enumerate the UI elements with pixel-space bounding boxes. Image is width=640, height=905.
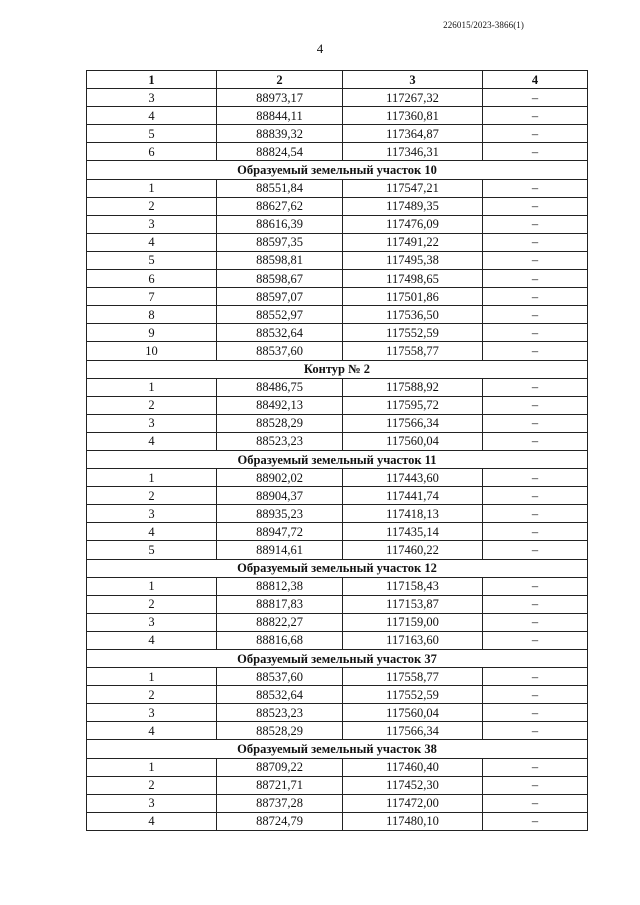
table-row bbox=[87, 215, 588, 233]
column-4-cell: – bbox=[483, 396, 588, 414]
table-row bbox=[87, 595, 588, 613]
y-coordinate-cell: 117480,10 bbox=[343, 812, 483, 830]
table-row bbox=[87, 396, 588, 414]
point-number-cell: 3 bbox=[87, 89, 217, 107]
x-coordinate-cell: 88537,60 bbox=[217, 342, 343, 360]
y-coordinate-cell: 117595,72 bbox=[343, 396, 483, 414]
x-coordinate-cell: 88902,02 bbox=[217, 469, 343, 487]
section-header-row bbox=[87, 450, 588, 468]
column-4-cell: – bbox=[483, 523, 588, 541]
column-header: 1 bbox=[87, 71, 217, 89]
column-4-cell: – bbox=[483, 107, 588, 125]
point-number-cell: 3 bbox=[87, 704, 217, 722]
point-number-cell: 5 bbox=[87, 541, 217, 559]
point-number-cell: 4 bbox=[87, 722, 217, 740]
column-4-cell: – bbox=[483, 541, 588, 559]
y-coordinate-cell: 117552,59 bbox=[343, 324, 483, 342]
y-coordinate-cell: 117498,65 bbox=[343, 270, 483, 288]
column-header: 4 bbox=[483, 71, 588, 89]
x-coordinate-cell: 88935,23 bbox=[217, 505, 343, 523]
y-coordinate-cell: 117460,22 bbox=[343, 541, 483, 559]
section-header-row bbox=[87, 650, 588, 668]
column-4-cell: – bbox=[483, 812, 588, 830]
x-coordinate-cell: 88721,71 bbox=[217, 776, 343, 794]
x-coordinate-cell: 88523,23 bbox=[217, 432, 343, 450]
table-row bbox=[87, 251, 588, 269]
y-coordinate-cell: 117560,04 bbox=[343, 432, 483, 450]
column-4-cell: – bbox=[483, 432, 588, 450]
column-4-cell: – bbox=[483, 215, 588, 233]
table-row bbox=[87, 613, 588, 631]
section-title: Образуемый земельный участок 12 bbox=[87, 559, 588, 577]
point-number-cell: 4 bbox=[87, 233, 217, 251]
point-number-cell: 1 bbox=[87, 469, 217, 487]
x-coordinate-cell: 88597,35 bbox=[217, 233, 343, 251]
x-coordinate-cell: 88816,68 bbox=[217, 631, 343, 649]
section-title: Образуемый земельный участок 37 bbox=[87, 650, 588, 668]
point-number-cell: 5 bbox=[87, 125, 217, 143]
column-4-cell: – bbox=[483, 251, 588, 269]
x-coordinate-cell: 88737,28 bbox=[217, 794, 343, 812]
point-number-cell: 9 bbox=[87, 324, 217, 342]
section-header-row bbox=[87, 559, 588, 577]
table-row bbox=[87, 776, 588, 794]
point-number-cell: 7 bbox=[87, 288, 217, 306]
table-row bbox=[87, 758, 588, 776]
x-coordinate-cell: 88551,84 bbox=[217, 179, 343, 197]
table-row bbox=[87, 523, 588, 541]
x-coordinate-cell: 88824,54 bbox=[217, 143, 343, 161]
point-number-cell: 4 bbox=[87, 812, 217, 830]
y-coordinate-cell: 117452,30 bbox=[343, 776, 483, 794]
x-coordinate-cell: 88822,27 bbox=[217, 613, 343, 631]
x-coordinate-cell: 88598,67 bbox=[217, 270, 343, 288]
table-row bbox=[87, 197, 588, 215]
column-4-cell: – bbox=[483, 179, 588, 197]
y-coordinate-cell: 117536,50 bbox=[343, 306, 483, 324]
column-4-cell: – bbox=[483, 704, 588, 722]
table-row bbox=[87, 577, 588, 595]
column-4-cell: – bbox=[483, 342, 588, 360]
point-number-cell: 2 bbox=[87, 686, 217, 704]
x-coordinate-cell: 88523,23 bbox=[217, 704, 343, 722]
column-4-cell: – bbox=[483, 143, 588, 161]
column-4-cell: – bbox=[483, 306, 588, 324]
table-row bbox=[87, 505, 588, 523]
column-4-cell: – bbox=[483, 577, 588, 595]
y-coordinate-cell: 117441,74 bbox=[343, 487, 483, 505]
section-header-row bbox=[87, 161, 588, 179]
table-row bbox=[87, 125, 588, 143]
x-coordinate-cell: 88552,97 bbox=[217, 306, 343, 324]
table-row bbox=[87, 541, 588, 559]
table-row bbox=[87, 179, 588, 197]
y-coordinate-cell: 117153,87 bbox=[343, 595, 483, 613]
y-coordinate-cell: 117163,60 bbox=[343, 631, 483, 649]
point-number-cell: 2 bbox=[87, 595, 217, 613]
section-title: Образуемый земельный участок 10 bbox=[87, 161, 588, 179]
table-row bbox=[87, 143, 588, 161]
y-coordinate-cell: 117159,00 bbox=[343, 613, 483, 631]
point-number-cell: 5 bbox=[87, 251, 217, 269]
column-4-cell: – bbox=[483, 414, 588, 432]
column-4-cell: – bbox=[483, 722, 588, 740]
column-header: 2 bbox=[217, 71, 343, 89]
table-row bbox=[87, 288, 588, 306]
table-row bbox=[87, 722, 588, 740]
section-header-row bbox=[87, 740, 588, 758]
point-number-cell: 6 bbox=[87, 270, 217, 288]
x-coordinate-cell: 88597,07 bbox=[217, 288, 343, 306]
x-coordinate-cell: 88904,37 bbox=[217, 487, 343, 505]
column-4-cell: – bbox=[483, 324, 588, 342]
x-coordinate-cell: 88839,32 bbox=[217, 125, 343, 143]
column-4-cell: – bbox=[483, 505, 588, 523]
column-4-cell: – bbox=[483, 794, 588, 812]
x-coordinate-cell: 88973,17 bbox=[217, 89, 343, 107]
table-row bbox=[87, 306, 588, 324]
column-4-cell: – bbox=[483, 197, 588, 215]
column-header: 3 bbox=[343, 71, 483, 89]
x-coordinate-cell: 88627,62 bbox=[217, 197, 343, 215]
y-coordinate-cell: 117558,77 bbox=[343, 342, 483, 360]
point-number-cell: 1 bbox=[87, 179, 217, 197]
column-4-cell: – bbox=[483, 686, 588, 704]
y-coordinate-cell: 117418,13 bbox=[343, 505, 483, 523]
x-coordinate-cell: 88724,79 bbox=[217, 812, 343, 830]
table-row bbox=[87, 107, 588, 125]
column-4-cell: – bbox=[483, 125, 588, 143]
point-number-cell: 4 bbox=[87, 432, 217, 450]
y-coordinate-cell: 117588,92 bbox=[343, 378, 483, 396]
table-header-row bbox=[87, 71, 588, 89]
y-coordinate-cell: 117552,59 bbox=[343, 686, 483, 704]
table-row bbox=[87, 89, 588, 107]
y-coordinate-cell: 117364,87 bbox=[343, 125, 483, 143]
table-body bbox=[87, 89, 588, 831]
x-coordinate-cell: 88528,29 bbox=[217, 722, 343, 740]
y-coordinate-cell: 117501,86 bbox=[343, 288, 483, 306]
column-4-cell: – bbox=[483, 233, 588, 251]
table-row bbox=[87, 414, 588, 432]
x-coordinate-cell: 88532,64 bbox=[217, 324, 343, 342]
x-coordinate-cell: 88532,64 bbox=[217, 686, 343, 704]
point-number-cell: 4 bbox=[87, 631, 217, 649]
y-coordinate-cell: 117547,21 bbox=[343, 179, 483, 197]
point-number-cell: 3 bbox=[87, 414, 217, 432]
column-4-cell: – bbox=[483, 89, 588, 107]
table-row bbox=[87, 432, 588, 450]
point-number-cell: 2 bbox=[87, 396, 217, 414]
document-registration-number: 226015/2023-3866(1) bbox=[443, 20, 524, 30]
y-coordinate-cell: 117489,35 bbox=[343, 197, 483, 215]
point-number-cell: 4 bbox=[87, 523, 217, 541]
column-4-cell: – bbox=[483, 758, 588, 776]
point-number-cell: 8 bbox=[87, 306, 217, 324]
point-number-cell: 2 bbox=[87, 487, 217, 505]
point-number-cell: 2 bbox=[87, 197, 217, 215]
y-coordinate-cell: 117558,77 bbox=[343, 668, 483, 686]
y-coordinate-cell: 117158,43 bbox=[343, 577, 483, 595]
x-coordinate-cell: 88492,13 bbox=[217, 396, 343, 414]
y-coordinate-cell: 117560,04 bbox=[343, 704, 483, 722]
y-coordinate-cell: 117443,60 bbox=[343, 469, 483, 487]
point-number-cell: 1 bbox=[87, 577, 217, 595]
point-number-cell: 3 bbox=[87, 215, 217, 233]
column-4-cell: – bbox=[483, 288, 588, 306]
x-coordinate-cell: 88486,75 bbox=[217, 378, 343, 396]
x-coordinate-cell: 88844,11 bbox=[217, 107, 343, 125]
section-header-row bbox=[87, 360, 588, 378]
column-4-cell: – bbox=[483, 613, 588, 631]
table-row bbox=[87, 794, 588, 812]
x-coordinate-cell: 88598,81 bbox=[217, 251, 343, 269]
table-row bbox=[87, 812, 588, 830]
x-coordinate-cell: 88812,38 bbox=[217, 577, 343, 595]
point-number-cell: 3 bbox=[87, 613, 217, 631]
column-4-cell: – bbox=[483, 378, 588, 396]
table-row bbox=[87, 487, 588, 505]
y-coordinate-cell: 117360,81 bbox=[343, 107, 483, 125]
y-coordinate-cell: 117435,14 bbox=[343, 523, 483, 541]
point-number-cell: 1 bbox=[87, 668, 217, 686]
x-coordinate-cell: 88914,61 bbox=[217, 541, 343, 559]
point-number-cell: 3 bbox=[87, 505, 217, 523]
point-number-cell: 10 bbox=[87, 342, 217, 360]
x-coordinate-cell: 88528,29 bbox=[217, 414, 343, 432]
y-coordinate-cell: 117267,32 bbox=[343, 89, 483, 107]
x-coordinate-cell: 88947,72 bbox=[217, 523, 343, 541]
column-4-cell: – bbox=[483, 469, 588, 487]
y-coordinate-cell: 117472,00 bbox=[343, 794, 483, 812]
table-row bbox=[87, 668, 588, 686]
y-coordinate-cell: 117460,40 bbox=[343, 758, 483, 776]
section-title: Образуемый земельный участок 11 bbox=[87, 450, 588, 468]
point-number-cell: 1 bbox=[87, 758, 217, 776]
table-row bbox=[87, 631, 588, 649]
y-coordinate-cell: 117476,09 bbox=[343, 215, 483, 233]
point-number-cell: 3 bbox=[87, 794, 217, 812]
x-coordinate-cell: 88616,39 bbox=[217, 215, 343, 233]
table-row bbox=[87, 233, 588, 251]
coordinates-table bbox=[86, 70, 588, 831]
column-4-cell: – bbox=[483, 595, 588, 613]
y-coordinate-cell: 117495,38 bbox=[343, 251, 483, 269]
section-title: Контур № 2 bbox=[87, 360, 588, 378]
table-row bbox=[87, 342, 588, 360]
column-4-cell: – bbox=[483, 776, 588, 794]
y-coordinate-cell: 117566,34 bbox=[343, 722, 483, 740]
column-4-cell: – bbox=[483, 270, 588, 288]
table-row bbox=[87, 378, 588, 396]
table-row bbox=[87, 270, 588, 288]
table-row bbox=[87, 704, 588, 722]
x-coordinate-cell: 88709,22 bbox=[217, 758, 343, 776]
point-number-cell: 6 bbox=[87, 143, 217, 161]
point-number-cell: 4 bbox=[87, 107, 217, 125]
y-coordinate-cell: 117566,34 bbox=[343, 414, 483, 432]
y-coordinate-cell: 117346,31 bbox=[343, 143, 483, 161]
column-4-cell: – bbox=[483, 631, 588, 649]
table-row bbox=[87, 469, 588, 487]
y-coordinate-cell: 117491,22 bbox=[343, 233, 483, 251]
x-coordinate-cell: 88537,60 bbox=[217, 668, 343, 686]
point-number-cell: 2 bbox=[87, 776, 217, 794]
column-4-cell: – bbox=[483, 668, 588, 686]
column-4-cell: – bbox=[483, 487, 588, 505]
table-row bbox=[87, 686, 588, 704]
x-coordinate-cell: 88817,83 bbox=[217, 595, 343, 613]
section-title: Образуемый земельный участок 38 bbox=[87, 740, 588, 758]
page-number: 4 bbox=[316, 41, 324, 56]
table-row bbox=[87, 324, 588, 342]
point-number-cell: 1 bbox=[87, 378, 217, 396]
